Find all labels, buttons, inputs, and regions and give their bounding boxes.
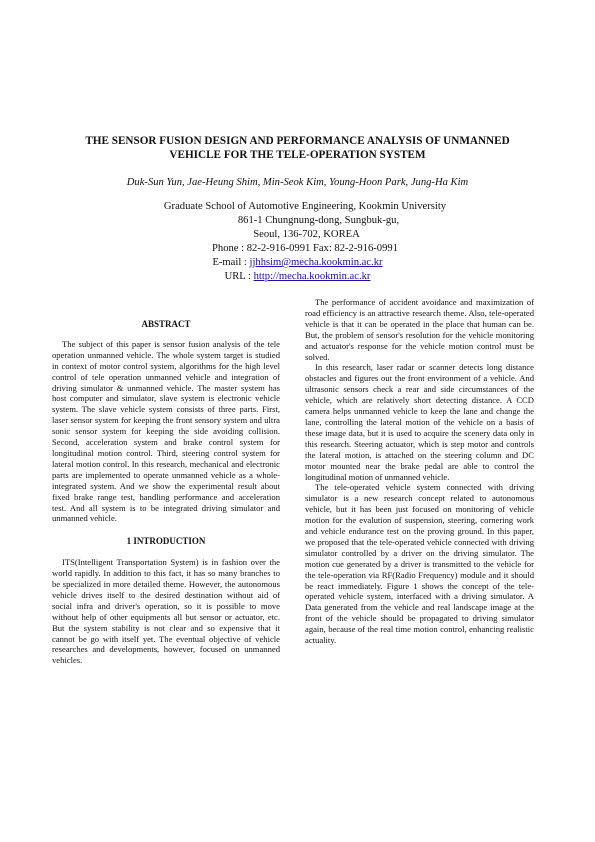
paper-title: THE SENSOR FUSION DESIGN AND PERFORMANCE ANALYSIS OF UNMANNED VEHICLE FOR THE TELE-OPERATION SYSTEM (85, 135, 510, 161)
introduction-heading: 1 INTRODUCTION (126, 536, 206, 547)
intro-paragraph-4: The tele-operated vehicle system connected with driving simulator is a new research concept related to autonomous vehicle, but it has been just focused on monitoring of vehicle motion for the evalution of suspension, steering, cornering work and vehicle endurance test on the proving ground. In this paper, we proposed that the tele-operated vehicle connected with driving simulator controlled by a driver on the driving simulator. The motion cue generated by a driver is transmitted to the vehicle for the tele-operation via RF(Radio Frequency) module and it should be react immediately. Figure 1 shows the concept of the tele-operated vehicle system, interfaced with a driving simulator. A Data generated from the vehicle and real landscape image at the front of the vehicle should be propagated to driving simulator again, because of the real time motion control, enhancing realistic actuality. (305, 482, 534, 646)
intro-paragraph-2: The performance of accident avoidance and maximization of road efficiency is an attractive research theme. Also, tele-operated vehicle is that it can be operated in the place that human can be. But, the problem of sensor's resolution for the vehicle monitoring and actuator's response for the vehicle motion control must be solved. (305, 297, 534, 362)
abstract-text: The subject of this paper is sensor fusion analysis of the tele operation unmanned vehicle. The whole system target is studied in context of motor control system, algorithms for the high level control of tele operation unmanned vehicle and integration of driving simulator & unmanned vehicle. The master system has host computer and simulator, slave system is electronic vehicle system. The slave vehicle system consists of three parts. First, laser sensor system for keeping the front sensory system and ultra sonic sensor system for keeping the side avoiding collision. Second, acceleration system and brake control system for longitudinal motion control. Third, steering control system for lateral motion control. In this research, mechanical and electronic parts are implemented to operate unmanned vehicle as a whole-integrated system. And we show the experimental result about fixed brake range test, handling performance and acceleration test. And all system is to be integrated driving simulator and unmanned vehicle. (52, 338, 280, 524)
abstract-heading: ABSTRACT (141, 319, 191, 329)
intro-paragraph-1: ITS(Intelligent Transportation System) is in fashion over the world rapidly. In addition to this fact, it has so many branches to be specialized in more detailed theme. However, the autonomous vehicle drives itself to the desired destination without aid of social infra and driver's operation, so it is possible to move without help of other equipments all but sensor or actuator, etc. But the system stability is not clear and so expensive that it cannot be go with itself yet. The eventual objective of vehicle researches and developments, however, focused on unmanned vehicles. (52, 557, 280, 666)
affiliation-email-line (0, 256, 595, 270)
email-link[interactable]: jjhhsim@mecha.kookmin.ac.kr (249, 257, 383, 268)
affiliation-city: Seoul, 136-702, KOREA (253, 229, 360, 240)
affiliation-block (0, 200, 595, 284)
url-link[interactable]: http://mecha.kookmin.ac.kr (253, 271, 371, 282)
affiliation-url-line (0, 270, 595, 284)
intro-paragraph-3: In this research, laser radar or scanner detects long distance obstacles and figures out the front environment of a vehicle. And ultrasonic sensors check a rear and side circumstances of the vehicle, which are relatively short detecting distance. A CCD camera helps unmanned vehicle to keep the lane and change the lane, controlling the lateral motion of the vehicle on a basis of these image data, but it is used to acquire the scenery data only in this research. Steering actuator, which is step motor and controls the lateral motion, is attached on the steering column and DC motor mounted near the brake pedal are able to control the longitudinal motion of unmanned vehicle. (305, 362, 534, 482)
left-column (52, 319, 280, 666)
email-label: E-mail : (212, 257, 250, 268)
affiliation-phone: Phone : 82-2-916-0991 Fax: 82-2-916-0991 (212, 243, 398, 254)
url-label: URL : (224, 271, 254, 282)
affiliation-school: Graduate School of Automotive Engineering, Kookmin University (163, 201, 447, 212)
right-column (305, 297, 534, 646)
author-list: Duk-Sun Yun, Jae-Heung Shim, Min-Seok Kim, Young-Hoon Park, Jung-Ha Kim (126, 177, 469, 188)
affiliation-street: 861-1 Chungnung-dong, Sungbuk-gu, (237, 215, 400, 226)
